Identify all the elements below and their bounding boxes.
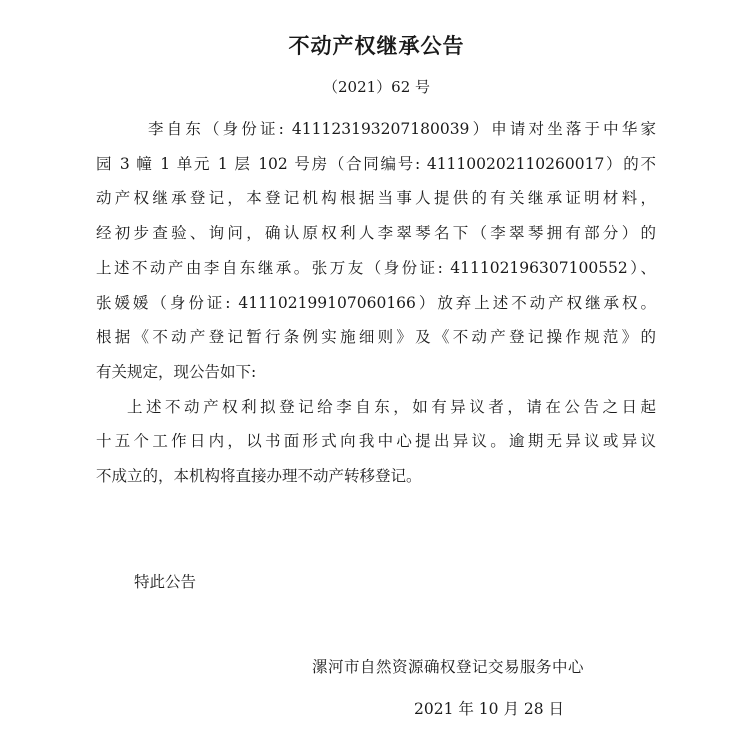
paragraph-line: 上述不动产由李自东继承。张万友（身份证: 411102196307100552）、	[96, 258, 656, 277]
paragraph-line: 有关规定，现公告如下:	[96, 362, 257, 381]
issuing-organization: 漯河市自然资源确权登记交易服务中心	[312, 658, 585, 676]
paragraph-line: 经初步查验、询问，确认原权利人李翠琴名下（李翠琴拥有部分）的	[96, 224, 656, 243]
document-number: （2021）62 号	[322, 78, 431, 96]
paragraph-line: 根据《不动产登记暂行条例实施细则》及《不动产登记操作规范》的	[96, 328, 656, 347]
paragraph-line: 上述不动产权利拟登记给李自东，如有异议者，请在公告之日起	[127, 397, 656, 416]
paragraph-line: 李自东（身份证: 411123193207180039）申请对坐落于中华家	[148, 120, 656, 138]
paragraph-line: 园 3 幢 1 单元 1 层 102 号房（合同编号: 411100202110260017）的不	[96, 154, 656, 173]
paragraph-application	[96, 112, 656, 390]
closing-remark: 特此公告	[134, 573, 197, 591]
issue-date: 2021 年 10 月 28 日	[414, 700, 565, 718]
paragraph-line: 十五个工作日内，以书面形式向我中心提出异议。逾期无异议或异议	[96, 432, 656, 451]
paragraph-objection	[96, 390, 656, 494]
notice-title: 不动产权继承公告	[288, 34, 465, 58]
paragraph-line: 动产权继承登记，本登记机构根据当事人提供的有关继承证明材料，	[96, 189, 656, 208]
paragraph-line: 张媛媛（身份证: 411102199107060166）放弃上述不动产权继承权。	[96, 293, 656, 312]
paragraph-line: 不成立的，本机构将直接办理不动产转移登记。	[96, 467, 422, 486]
notice-body	[96, 112, 656, 494]
